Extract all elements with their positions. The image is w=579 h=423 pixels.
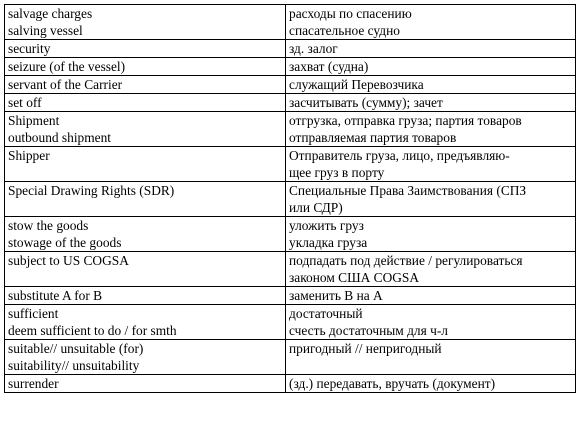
table-row bbox=[5, 252, 576, 287]
table-row bbox=[5, 217, 576, 252]
term-cell bbox=[5, 5, 286, 40]
term-cell bbox=[5, 340, 286, 375]
translation-line: пригодный // непригодный bbox=[289, 341, 442, 356]
term-line: set off bbox=[8, 95, 42, 110]
term-cell bbox=[5, 40, 286, 58]
translation-cell bbox=[286, 182, 576, 217]
term-line: salving vessel bbox=[8, 23, 83, 38]
glossary-table bbox=[4, 4, 576, 393]
term-line: Shipment bbox=[8, 113, 60, 128]
term-line: surrender bbox=[8, 376, 59, 391]
translation-line: законом США COGSA bbox=[289, 270, 420, 285]
translation-line: (зд.) передавать, вручать (документ) bbox=[289, 376, 496, 391]
term-cell bbox=[5, 147, 286, 182]
table-row bbox=[5, 40, 576, 58]
translation-cell bbox=[286, 76, 576, 94]
translation-cell bbox=[286, 340, 576, 375]
translation-line: достаточный bbox=[289, 306, 363, 321]
table-row bbox=[5, 147, 576, 182]
term-cell bbox=[5, 375, 286, 393]
translation-line: захват (судна) bbox=[289, 59, 369, 74]
term-line: outbound shipment bbox=[8, 130, 112, 145]
translation-cell bbox=[286, 252, 576, 287]
translation-cell bbox=[286, 94, 576, 112]
term-line: salvage charges bbox=[8, 6, 93, 21]
translation-cell bbox=[286, 287, 576, 305]
translation-line: подпадать под действие / регулироваться bbox=[289, 253, 523, 268]
translation-line: спасательное судно bbox=[289, 23, 400, 38]
term-cell bbox=[5, 287, 286, 305]
translation-line: Специальные Права Заимствования (СПЗ bbox=[289, 183, 527, 198]
table-row bbox=[5, 76, 576, 94]
table-row bbox=[5, 182, 576, 217]
term-cell bbox=[5, 76, 286, 94]
translation-cell bbox=[286, 305, 576, 340]
translation-line: счесть достаточным для ч-л bbox=[289, 323, 448, 338]
translation-line: служащий Перевозчика bbox=[289, 77, 424, 92]
table-row bbox=[5, 112, 576, 147]
translation-cell bbox=[286, 147, 576, 182]
table-row bbox=[5, 5, 576, 40]
term-line: deem sufficient to do / for smth bbox=[8, 323, 177, 338]
table-row bbox=[5, 375, 576, 393]
term-line: stowage of the goods bbox=[8, 235, 122, 250]
translation-line: расходы по спасению bbox=[289, 6, 412, 21]
term-line: substitute A for B bbox=[8, 288, 103, 303]
translation-cell bbox=[286, 112, 576, 147]
term-line: security bbox=[8, 41, 51, 56]
translation-cell bbox=[286, 5, 576, 40]
translation-line: укладка груза bbox=[289, 235, 368, 250]
term-cell bbox=[5, 94, 286, 112]
translation-cell bbox=[286, 58, 576, 76]
table-row bbox=[5, 58, 576, 76]
term-line: servant of the Carrier bbox=[8, 77, 123, 92]
translation-cell bbox=[286, 40, 576, 58]
translation-line: зд. залог bbox=[289, 41, 338, 56]
table-row bbox=[5, 305, 576, 340]
term-cell bbox=[5, 58, 286, 76]
term-line: Special Drawing Rights (SDR) bbox=[8, 183, 175, 198]
translation-line: отправляемая партия товаров bbox=[289, 130, 457, 145]
term-line: subject to US COGSA bbox=[8, 253, 129, 268]
translation-cell bbox=[286, 375, 576, 393]
term-line: sufficient bbox=[8, 306, 59, 321]
term-cell bbox=[5, 217, 286, 252]
term-line: suitability// unsuitability bbox=[8, 358, 140, 373]
term-cell bbox=[5, 305, 286, 340]
translation-cell bbox=[286, 217, 576, 252]
translation-line: отгрузка, отправка груза; партия товаров bbox=[289, 113, 522, 128]
term-line: Shipper bbox=[8, 148, 50, 163]
translation-line: заменить В на А bbox=[289, 288, 383, 303]
translation-line: засчитывать (сумму); зачет bbox=[289, 95, 443, 110]
translation-line: Отправитель груза, лицо, предъявляю- bbox=[289, 148, 510, 163]
term-cell bbox=[5, 182, 286, 217]
term-cell bbox=[5, 112, 286, 147]
term-cell bbox=[5, 252, 286, 287]
translation-line: щее груз в порту bbox=[289, 165, 385, 180]
term-line: suitable// unsuitable (for) bbox=[8, 341, 144, 356]
table-row bbox=[5, 340, 576, 375]
table-row bbox=[5, 94, 576, 112]
translation-line: или СДР) bbox=[289, 200, 343, 215]
term-line: seizure (of the vessel) bbox=[8, 59, 126, 74]
term-line: stow the goods bbox=[8, 218, 89, 233]
translation-line: уложить груз bbox=[289, 218, 364, 233]
table-row bbox=[5, 287, 576, 305]
